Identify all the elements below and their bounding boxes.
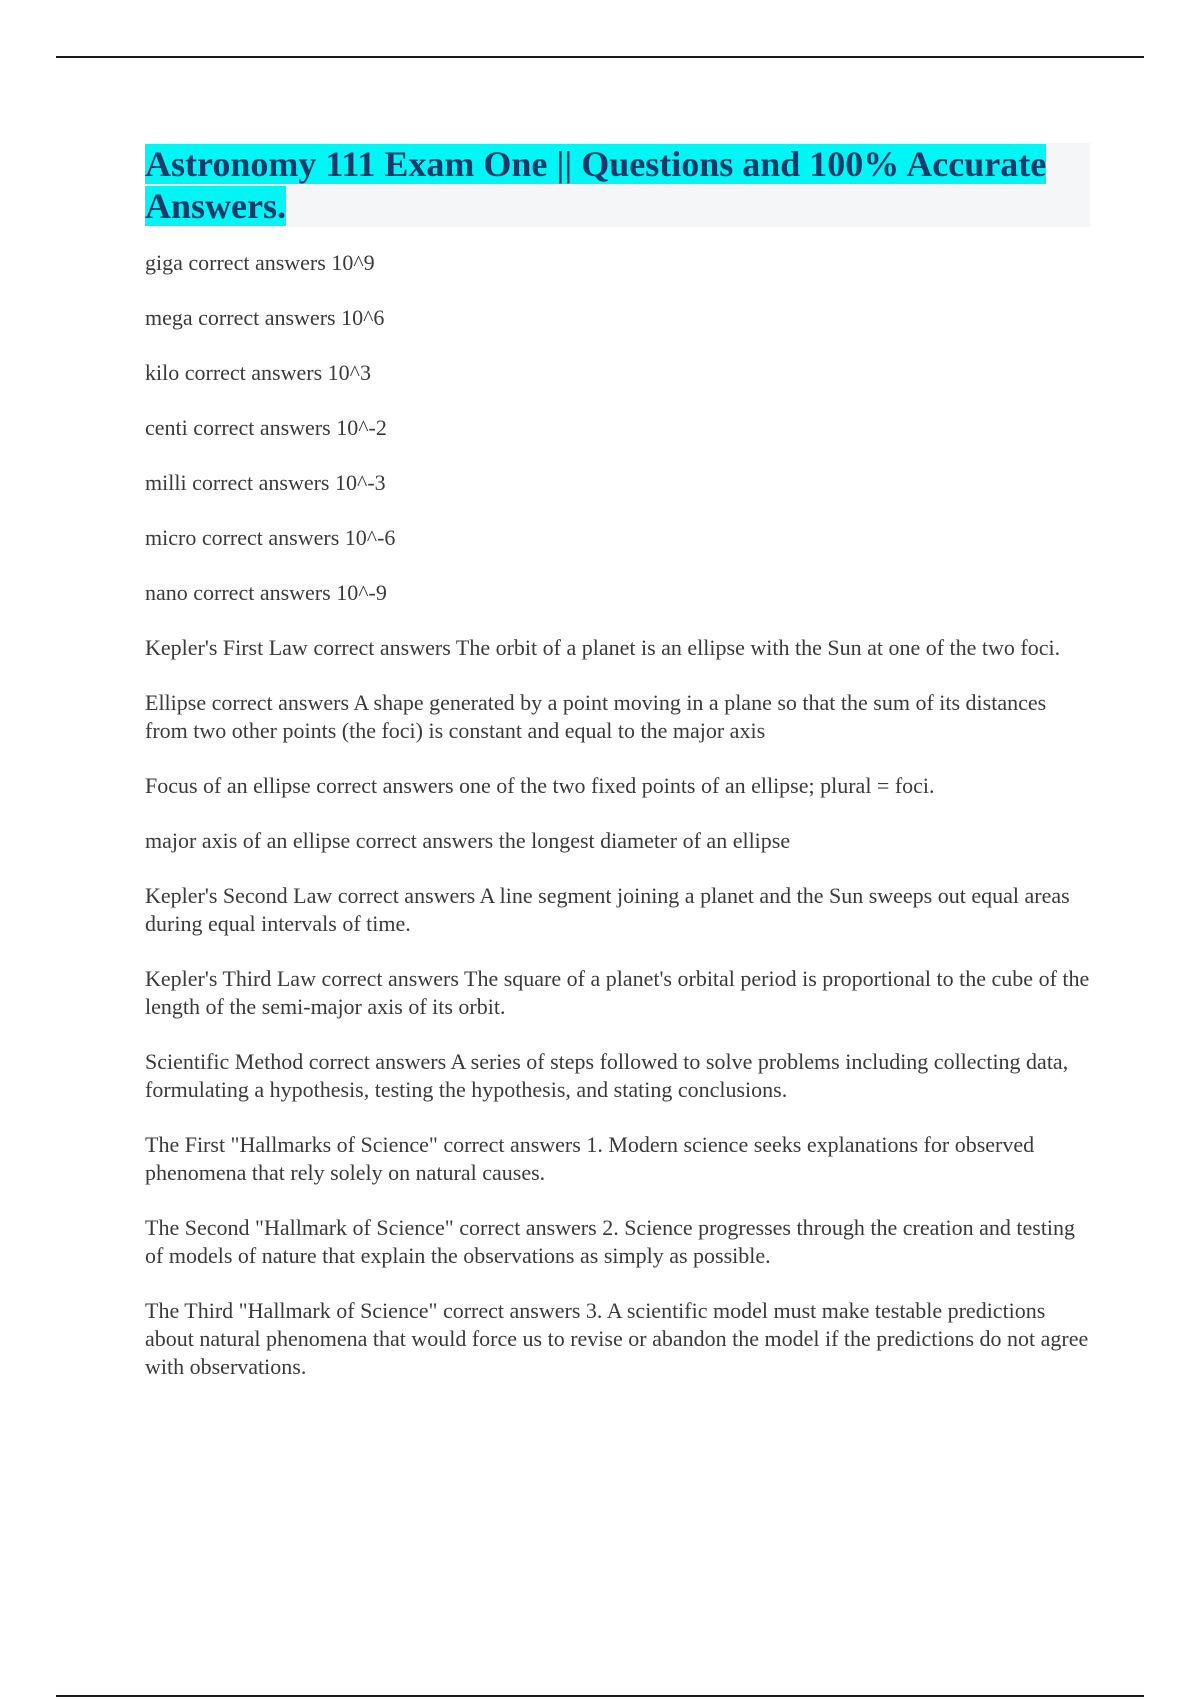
- qa-term: The First "Hallmarks of Science": [145, 1132, 438, 1157]
- qa-answer: 10^-3: [335, 470, 386, 495]
- qa-term: The Third "Hallmark of Science": [145, 1298, 438, 1323]
- bottom-rule: [56, 1695, 1144, 1697]
- qa-item: [145, 965, 1090, 1021]
- top-rule: [56, 56, 1144, 58]
- qa-item: [145, 304, 1090, 332]
- qa-item: [145, 1048, 1090, 1104]
- qa-term: Kepler's First Law: [145, 635, 308, 660]
- qa-term: Ellipse: [145, 690, 207, 715]
- qa-separator: correct answers: [321, 966, 459, 991]
- qa-item: [145, 882, 1090, 938]
- qa-item: [145, 469, 1090, 497]
- qa-item: [145, 772, 1090, 800]
- qa-answer: The orbit of a planet is an ellipse with the Sun at one of the two foci.: [455, 635, 1061, 660]
- qa-answer: the longest diameter of an ellipse: [498, 828, 791, 853]
- qa-item: [145, 1131, 1090, 1187]
- qa-item: [145, 579, 1090, 607]
- qa-separator: correct answers: [211, 690, 350, 715]
- qa-separator: correct answers: [193, 580, 331, 605]
- qa-term: milli: [145, 470, 187, 495]
- qa-item: [145, 634, 1090, 662]
- qa-item: [145, 689, 1090, 745]
- qa-separator: correct answers: [443, 1132, 581, 1157]
- qa-item: [145, 827, 1090, 855]
- qa-answer: 10^3: [327, 360, 371, 385]
- qa-separator: correct answers: [193, 415, 331, 440]
- qa-answer: 2. Science progresses through the creation and testing of models of nature that explain the observations as simply as possible.: [145, 1215, 1076, 1268]
- qa-term: Focus of an ellipse: [145, 773, 311, 798]
- qa-term: Kepler's Third Law: [145, 966, 316, 991]
- qa-separator: correct answers: [192, 470, 330, 495]
- qa-term: micro: [145, 525, 197, 550]
- qa-answer: 10^-9: [336, 580, 387, 605]
- qa-term: kilo: [145, 360, 180, 385]
- qa-term: nano: [145, 580, 188, 605]
- qa-answer: 10^9: [331, 250, 375, 275]
- qa-separator: correct answers: [442, 1298, 581, 1323]
- qa-answer: The square of a planet's orbital period is proportional to the cube of the length of the semi-major axis of its orbit.: [145, 966, 1090, 1019]
- qa-answer: one of the two fixed points of an ellipse; plural = foci.: [459, 773, 935, 798]
- document-title: [145, 143, 1090, 227]
- qa-term: Scientific Method: [145, 1049, 304, 1074]
- qa-term: major axis of an ellipse: [145, 828, 351, 853]
- qa-answer: 1. Modern science seeks explanations for observed phenomena that rely solely on natural causes.: [145, 1132, 1035, 1185]
- qa-term: mega: [145, 305, 193, 330]
- qa-term: centi: [145, 415, 188, 440]
- qa-term: Kepler's Second Law: [145, 883, 333, 908]
- document-body: [145, 143, 1090, 1408]
- qa-separator: correct answers: [316, 773, 454, 798]
- qa-separator: correct answers: [184, 360, 323, 385]
- qa-answer: A shape generated by a point moving in a plane so that the sum of its distances from two other points (the foci) is constant and equal to the major axis: [145, 690, 1047, 743]
- qa-separator: correct answers: [459, 1215, 597, 1240]
- qa-separator: correct answers: [188, 250, 326, 275]
- qa-item: [145, 524, 1090, 552]
- qa-list: [145, 249, 1090, 1381]
- qa-term: giga: [145, 250, 183, 275]
- qa-answer: A line segment joining a planet and the Sun sweeps out equal areas during equal intervals of time.: [145, 883, 1070, 936]
- qa-answer: 10^-6: [344, 525, 396, 550]
- qa-separator: correct answers: [308, 1049, 447, 1074]
- qa-separator: correct answers: [337, 883, 476, 908]
- title-block: [145, 143, 1090, 227]
- qa-separator: correct answers: [313, 635, 451, 660]
- qa-separator: correct answers: [198, 305, 336, 330]
- qa-item: [145, 1214, 1090, 1270]
- qa-item: [145, 249, 1090, 277]
- qa-separator: correct answers: [355, 828, 494, 853]
- title-highlight: Astronomy 111 Exam One || Questions and 100% Accurate Answers.: [145, 144, 1047, 226]
- qa-answer: 3. A scientific model must make testable predictions about natural phenomena that would force us to revise or abandon the model if the predictions do not agree with observations.: [145, 1298, 1089, 1379]
- qa-answer: 10^-2: [336, 415, 387, 440]
- qa-term: The Second "Hallmark of Science": [145, 1215, 454, 1240]
- qa-separator: correct answers: [201, 525, 340, 550]
- qa-item: [145, 1297, 1090, 1381]
- qa-answer: 10^6: [341, 305, 385, 330]
- qa-item: [145, 414, 1090, 442]
- qa-answer: A series of steps followed to solve problems including collecting data, formulating a hypothesis, testing the hypothesis, and stating conclusions.: [145, 1049, 1069, 1102]
- qa-item: [145, 359, 1090, 387]
